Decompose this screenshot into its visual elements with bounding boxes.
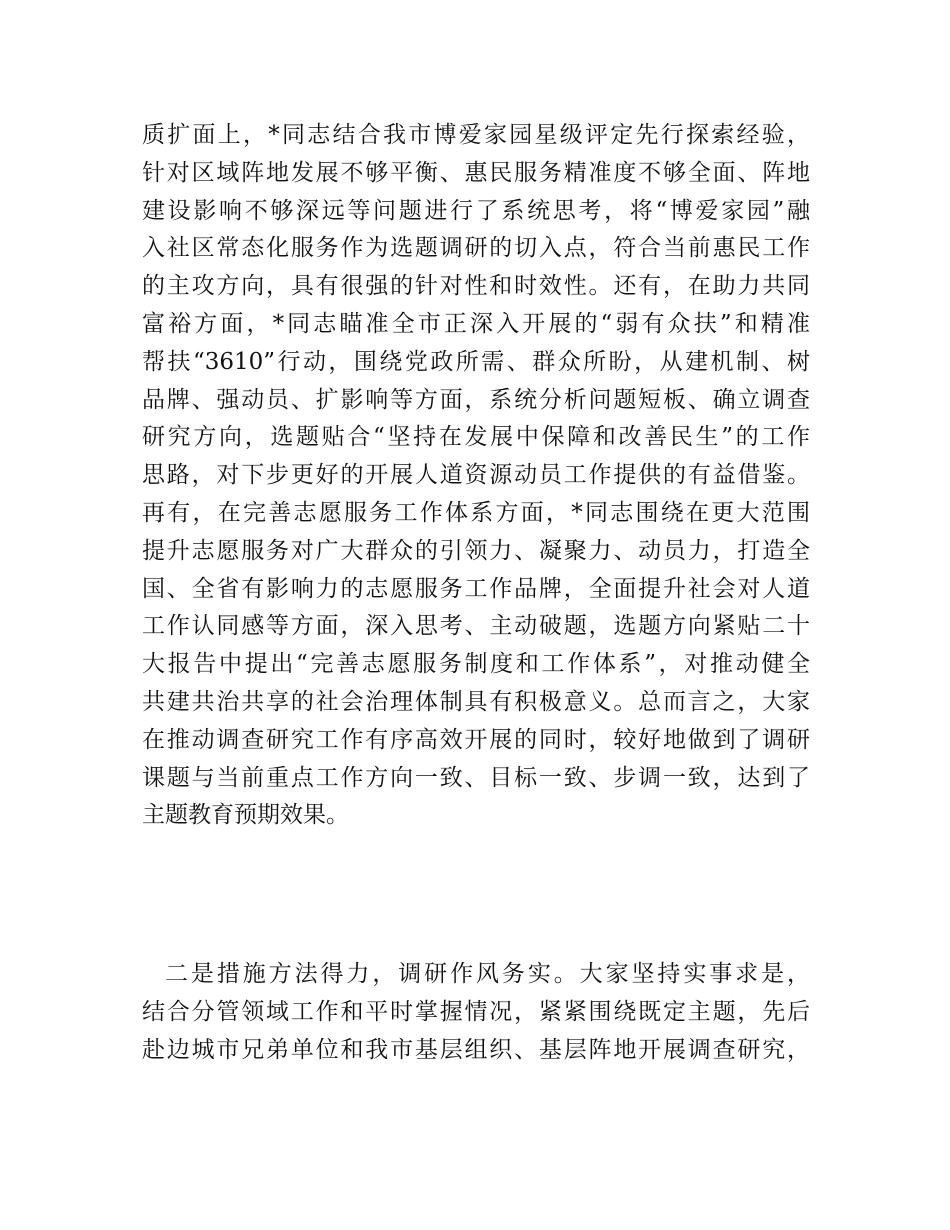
text-line: 质扩面上，*同志结合我市博爱家园星级评定先行探索经验， [142,122,810,148]
text-line: 品牌、强动员、扩影响等方面，系统分析问题短板、确立调查 [142,386,810,413]
text-line: 结合分管领域工作和平时掌握情况，紧紧围绕既定主题，先后 [142,998,810,1025]
text-line: 在推动调查研究工作有序高效开展的同时，较好地做到了调研 [142,726,810,753]
text-line: 针对区域阵地发展不够平衡、惠民服务精准度不够全面、阵地 [142,159,810,186]
text-line: 富裕方面，*同志瞄准全市正深入开展的“弱有众扶”和精准 [142,310,810,337]
text-line: 共建共治共享的社会治理体制具有积极意义。总而言之，大家 [142,688,810,715]
text-line: 思路，对下步更好的开展人道资源动员工作提供的有益借鉴。 [142,462,810,489]
text-line: 帮扶“3610”行动，围绕党政所需、群众所盼，从建机制、树 [142,348,810,375]
text-line: 的主攻方向，具有很强的针对性和时效性。还有，在助力共同 [142,273,810,300]
text-line: 研究方向，选题贴合“坚持在发展中保障和改善民生”的工作 [142,424,810,451]
body-paragraph-1 [142,117,810,835]
text-line: 赴边城市兄弟单位和我市基层组织、基层阵地开展调查研究， [142,1036,810,1063]
text-line: 二是措施方法得力，调研作风务实。大家坚持实事求是， [165,961,810,987]
text-line: 大报告中提出“完善志愿服务制度和工作体系”，对推动健全 [142,651,810,678]
text-line: 主题教育预期效果。 [142,802,349,829]
text-line: 建设影响不够深远等问题进行了系统思考，将“博爱家园”融 [142,197,810,224]
text-line: 国、全省有影响力的志愿服务工作品牌，全面提升社会对人道 [142,575,810,602]
text-line: 再有，在完善志愿服务工作体系方面，*同志围绕在更大范围 [142,499,810,526]
text-line: 入社区常态化服务作为选题调研的切入点，符合当前惠民工作 [142,235,810,262]
text-line: 工作认同感等方面，深入思考、主动破题，选题方向紧贴二十 [142,613,810,640]
text-line: 课题与当前重点工作方向一致、目标一致、步调一致，达到了 [142,764,810,791]
body-paragraph-2 [142,956,810,1069]
text-line: 提升志愿服务对广大群众的引领力、凝聚力、动员力，打造全 [142,537,810,564]
